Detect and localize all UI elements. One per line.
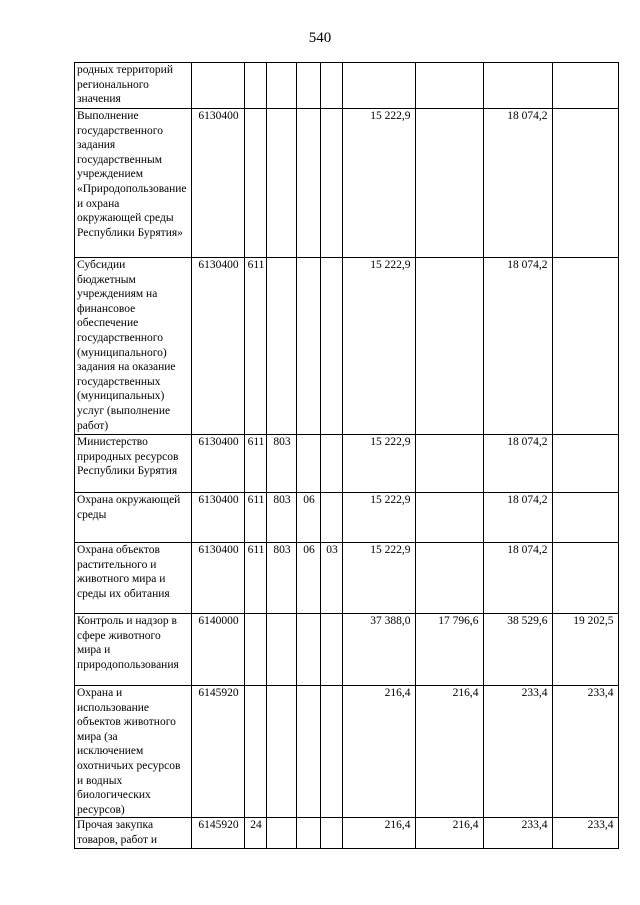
- row-ministry-code: 803: [273, 544, 291, 556]
- table-row: [75, 818, 619, 848]
- table-row: [75, 614, 619, 686]
- table-row: [75, 63, 619, 109]
- row-value-4: 19 202,5: [573, 615, 614, 627]
- row-value-2: 216,4: [452, 819, 479, 832]
- row-expense-type: 24: [250, 819, 262, 832]
- row-value-3: 38 529,6: [507, 615, 548, 627]
- row-value-1: 15 222,9: [370, 544, 411, 556]
- row-value-3: 18 074,2: [507, 259, 548, 271]
- row-value-1: 15 222,9: [370, 436, 411, 448]
- page-number: 540: [308, 30, 332, 46]
- row-code: 6140000: [198, 615, 239, 627]
- row-value-1: 15 222,9: [370, 494, 411, 506]
- row-name: Охрана объектов растительного и животного мира и среды их обитания: [77, 544, 170, 600]
- row-ministry-code: 803: [273, 436, 291, 448]
- table-row: [75, 435, 619, 493]
- row-name: Охрана окружающей среды: [77, 494, 181, 521]
- row-code: 6130400: [198, 436, 239, 448]
- row-name: родных территорий регионального значения: [77, 64, 173, 106]
- table-row: [75, 543, 619, 614]
- row-code: 6145920: [198, 819, 239, 832]
- row-value-3: 18 074,2: [507, 110, 548, 122]
- row-value-1: 37 388,0: [370, 615, 411, 627]
- row-value-3: 18 074,2: [507, 544, 548, 556]
- row-value-4: 233,4: [587, 819, 614, 832]
- row-value-2: 17 796,6: [438, 615, 479, 627]
- row-value-2: 216,4: [452, 687, 479, 699]
- row-value-1: 216,4: [384, 819, 411, 832]
- row-value-3: 233,4: [521, 687, 548, 699]
- row-ministry-code: 803: [273, 494, 291, 506]
- table-row: [75, 109, 619, 258]
- row-code: 6130400: [198, 259, 239, 271]
- table-row: [75, 686, 619, 818]
- row-code: 6130400: [198, 110, 239, 122]
- budget-table: [74, 62, 619, 849]
- row-value-4: 233,4: [587, 687, 614, 699]
- row-name: Прочая закупка товаров, работ и: [77, 819, 158, 846]
- row-value-3: 233,4: [521, 819, 548, 832]
- row-expense-type: 611: [247, 494, 265, 506]
- row-subsection: 03: [326, 544, 338, 556]
- table-row: [75, 493, 619, 543]
- row-value-3: 18 074,2: [507, 494, 548, 506]
- table-row: [75, 258, 619, 435]
- row-expense-type: 611: [247, 436, 265, 448]
- row-code: 6130400: [198, 544, 239, 556]
- row-expense-type: 611: [247, 544, 265, 556]
- row-name: Выполнение государственного задания государственным учреждением «Природопользование и охрана окружающей среды Республики Бурятия»: [77, 110, 187, 239]
- row-name: Контроль и надзор в сфере животного мира и природопользования: [77, 615, 179, 671]
- row-value-1: 15 222,9: [370, 259, 411, 271]
- row-value-3: 18 074,2: [507, 436, 548, 448]
- row-name: Министерство природных ресурсов Республики Бурятия: [77, 436, 179, 478]
- row-expense-type: 611: [247, 259, 265, 271]
- row-code: 6130400: [198, 494, 239, 506]
- row-section: 06: [303, 494, 315, 506]
- row-name: Субсидии бюджетным учреждениям на финансовое обеспечение государственного (муниципального) задания на оказание государственных (муниципальных) услуг (выполнение работ): [77, 259, 176, 432]
- row-code: 6145920: [198, 687, 239, 699]
- row-section: 06: [303, 544, 315, 556]
- row-value-1: 216,4: [384, 687, 411, 699]
- row-name: Охрана и использование объектов животного мира (за исключением охотничьих ресурсов и водных биологических ресурсов): [77, 687, 181, 816]
- row-value-1: 15 222,9: [370, 110, 411, 122]
